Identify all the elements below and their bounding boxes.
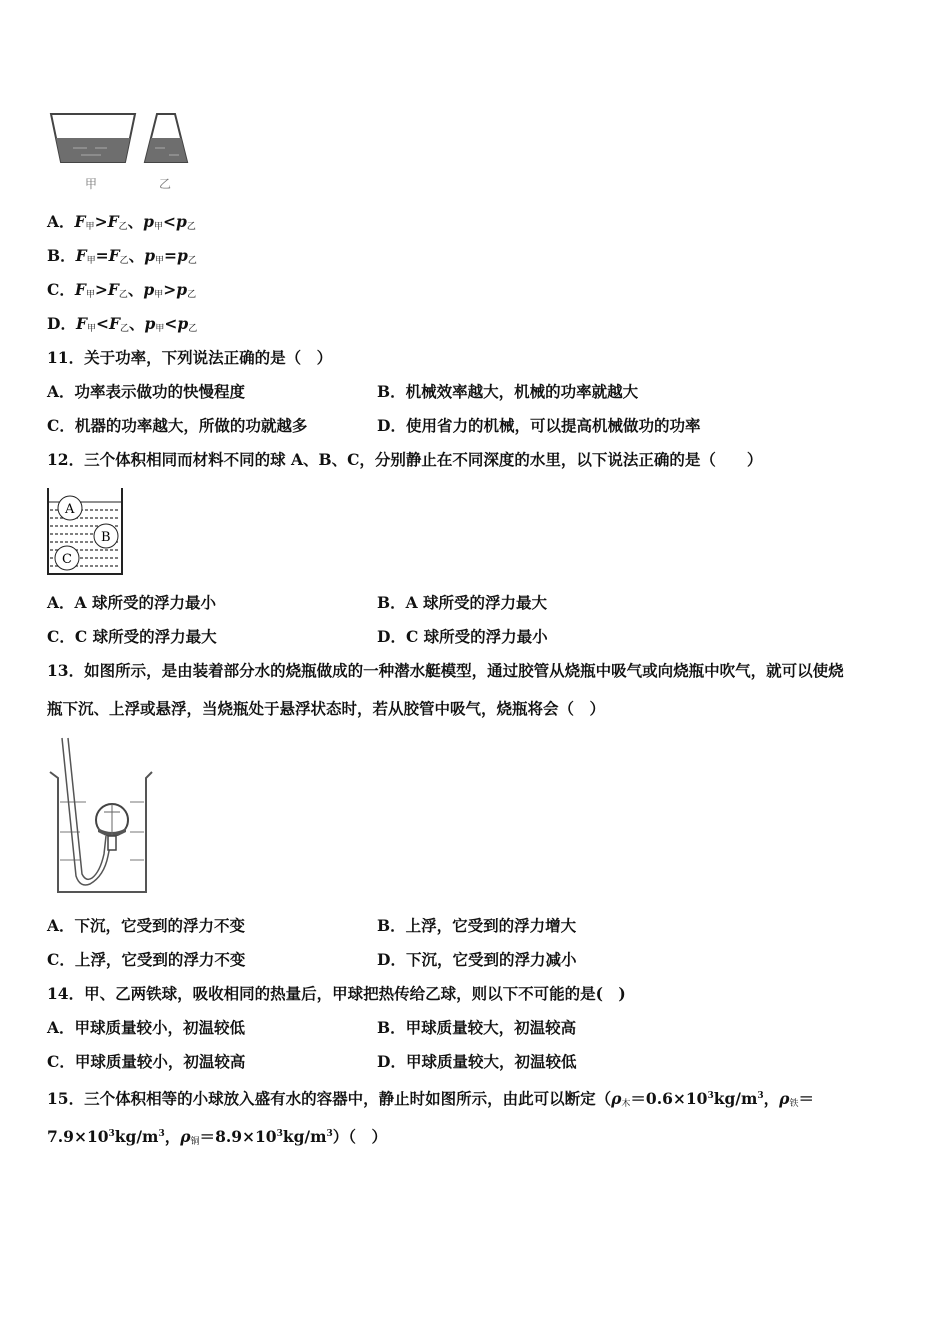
q10-label-yi: 乙	[159, 177, 172, 191]
q12-option-a: A．A 球所受的浮力最小	[47, 593, 216, 612]
q10-figure	[47, 112, 197, 196]
q11-stem: 11．关于功率，下列说法正确的是（ ）	[47, 348, 333, 367]
q12-figure	[46, 486, 126, 578]
ball-c-label: C	[62, 552, 72, 567]
q13-stem-line1: 13．如图所示，是由装着部分水的烧瓶做成的一种潜水艇模型，通过胶管从烧瓶中吸气或向烧瓶中吹气，就可以使烧	[47, 661, 844, 680]
q14-option-c: C．甲球质量较小，初温较高	[47, 1052, 246, 1071]
q12-option-b: B．A 球所受的浮力最大	[377, 593, 548, 612]
q13-option-c: C．上浮，它受到的浮力不变	[47, 950, 246, 969]
q10-option-c: C．$F_甲>F_乙$、$p_甲>p_乙$	[47, 280, 197, 300]
q10-option-a: A．$F_甲>F_乙$、$p_甲<p_乙$	[47, 212, 196, 232]
q11-option-b: B．机械效率越大，机械的功率就越大	[377, 382, 639, 401]
q14-option-b: B．甲球质量较大，初温较高	[377, 1018, 577, 1037]
ball-b-label: B	[101, 530, 111, 545]
q12-option-c: C．C 球所受的浮力最大	[47, 627, 217, 646]
q13-figure	[46, 736, 156, 898]
q13-option-a: A．下沉，它受到的浮力不变	[47, 916, 246, 935]
q14-option-a: A．甲球质量较小，初温较低	[47, 1018, 246, 1037]
q11-option-c: C．机器的功率越大，所做的功就越多	[47, 416, 308, 435]
q15-stem-line2: $7.9\times 10^3kg/m^3$，$\rho_铜=8.9\times 10^3kg/m^3$）（ ）	[47, 1127, 388, 1147]
q11-option-d: D．使用省力的机械，可以提高机械做功的功率	[377, 416, 701, 435]
q13-option-b: B．上浮，它受到的浮力增大	[377, 916, 577, 935]
q14-option-d: D．甲球质量较大，初温较低	[377, 1052, 577, 1071]
q10-option-b: B．$F_甲=F_乙$、$p_甲=p_乙$	[47, 246, 197, 266]
ball-a-label: A	[65, 502, 75, 517]
q10-label-jia: 甲	[85, 177, 98, 191]
q10-option-d: D．$F_甲<F_乙$、$p_甲<p_乙$	[47, 314, 198, 334]
q11-option-a: A．功率表示做功的快慢程度	[47, 382, 246, 401]
q12-stem: 12．三个体积相同而材料不同的球 A、B、C，分别静止在不同深度的水里，以下说法正确的是（ ）	[47, 450, 763, 469]
q13-option-d: D．下沉，它受到的浮力减小	[377, 950, 577, 969]
q12-option-d: D．C 球所受的浮力最小	[377, 627, 548, 646]
q14-stem: 14．甲、乙两铁球，吸收相同的热量后，甲球把热传给乙球，则以下不可能的是( )	[47, 984, 626, 1003]
q15-stem-line1: 15．三个体积相等的小球放入盛有水的容器中，静止时如图所示，由此可以断定（$\rho_木=0.6\times 10^3kg/m^3$，$\rho_铁=$	[47, 1089, 814, 1109]
q13-stem-line2: 瓶下沉、上浮或悬浮，当烧瓶处于悬浮状态时，若从胶管中吸气，烧瓶将会（ ）	[47, 699, 606, 718]
